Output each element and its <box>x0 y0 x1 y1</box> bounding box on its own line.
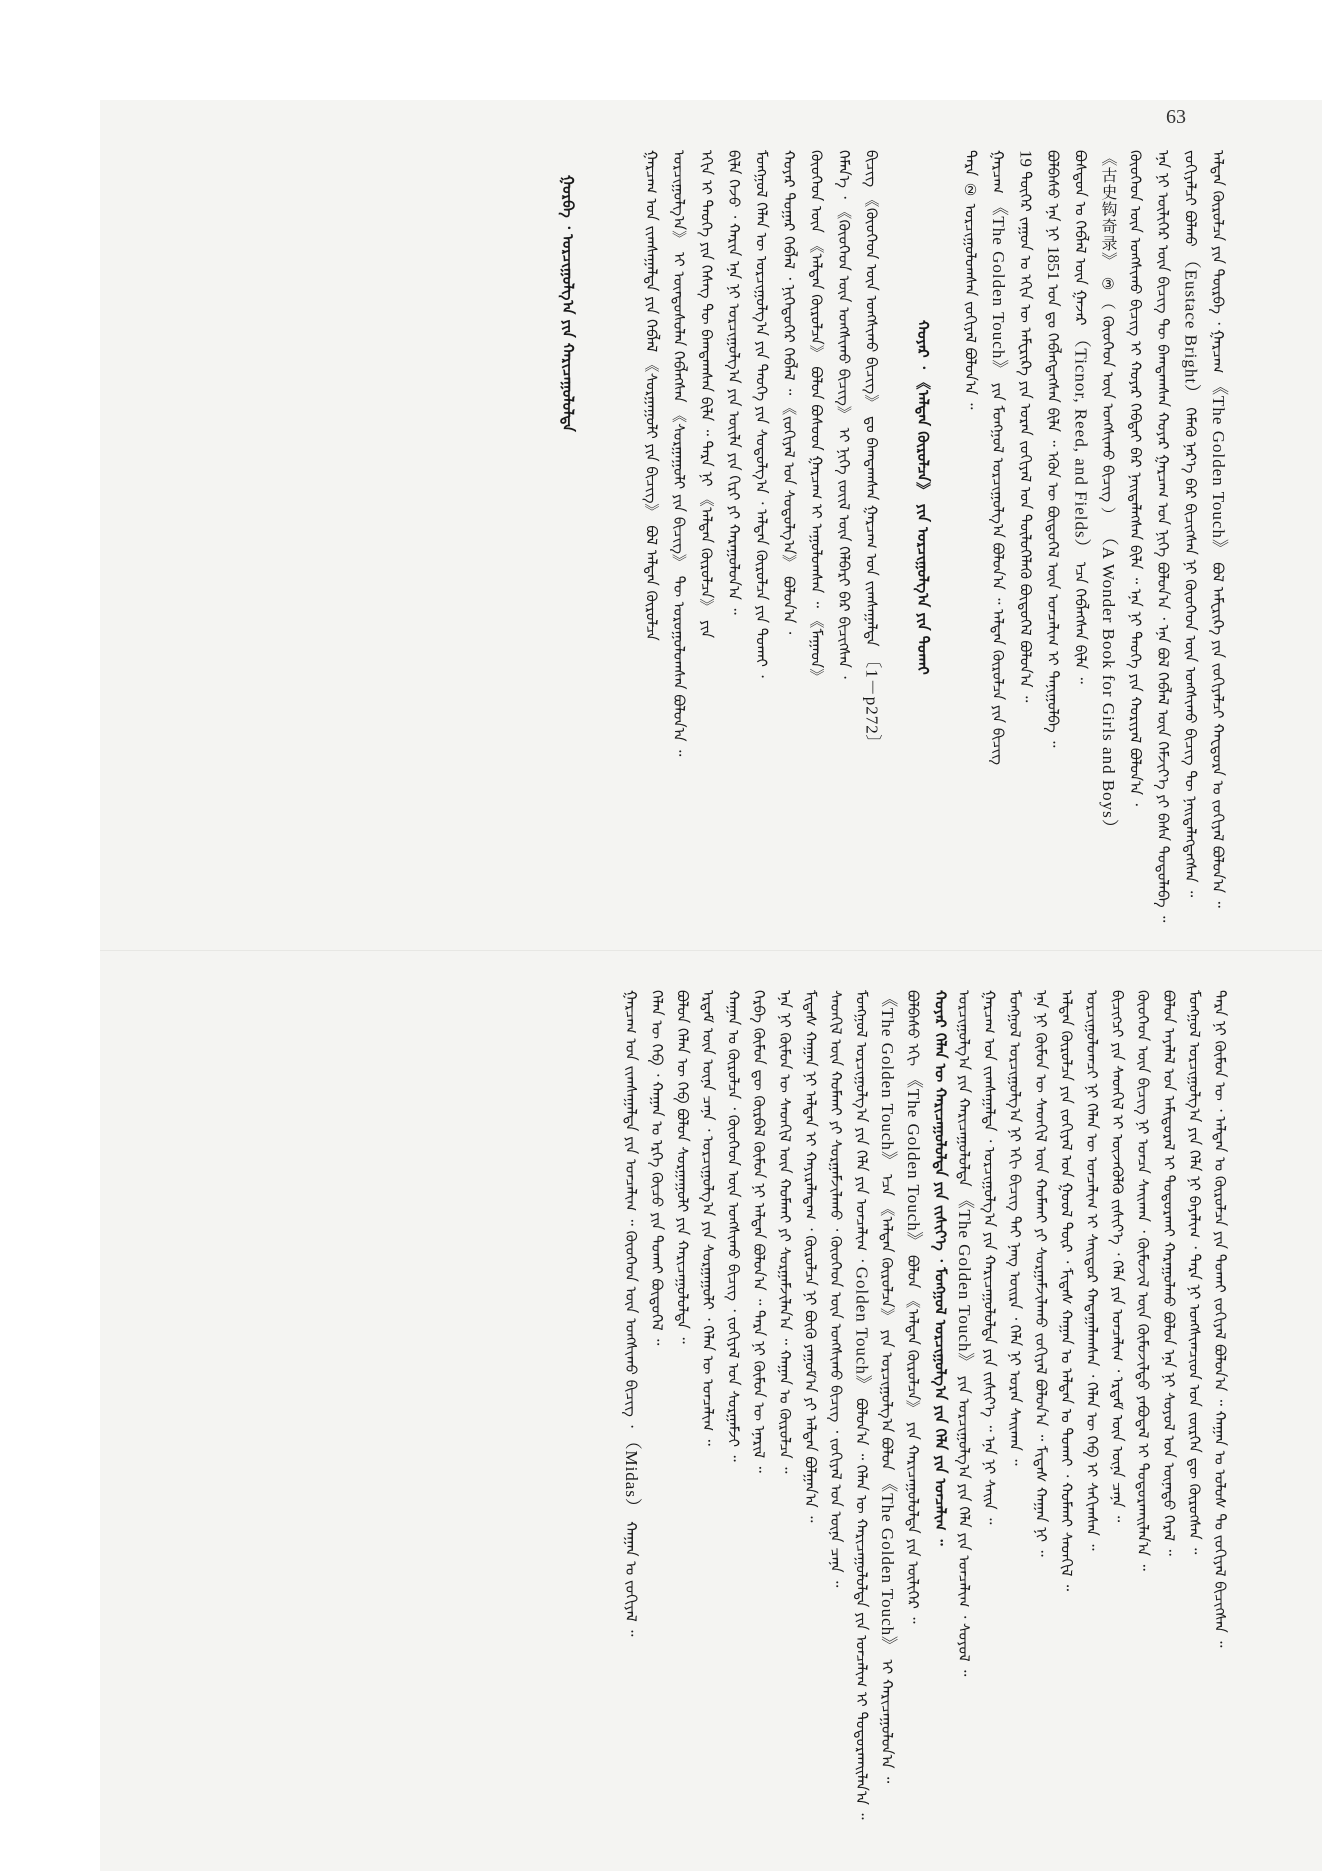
mongolian-text: ᠪᠣᠯᠪᠠᠰᠤ ᠡᠨᠡ ᠨᠢ <box>1044 150 1062 246</box>
mongolian-text: ᠪᠢᠯᠡ ᠭᠡᠵᠦ ᠂ ᠬᠠᠷᠢᠨ ᠡᠨᠡ ᠨᠢ ᠣᠷᠴᠢᠭᠤᠯᠭ᠎ᠠ ᠶᠢᠨ ᠦᠢᠯᠡ ᠶᠢᠨ ᠬᠢᠷᠢ ᠶᠢ ᠬᠠᠷᠠᠭᠤᠯᠤᠨ᠎ᠠ ᠃ <box>725 150 743 615</box>
mongolian-text: ᠬᠡᠮᠡᠨ᠎ᠡ ᠂ 《ᠬᠦᠦᠬᠡᠳ ᠦᠨ ᠤᠩᠰᠢᠬᠤ ᠪᠢᠴᠢᠭ》 ᠢ ᠨᠢᠭᠡ ᠵᠦᠢᠯ ᠦᠨ ᠬᠡᠯᠪᠡᠷᠢ ᠪᠠᠷ ᠪᠢᠴᠢᠭᠰᠡᠨ ᠂ <box>835 150 853 679</box>
text-column-u7 <box>1045 150 1062 910</box>
mongolian-text: 《ᠬᠦᠦᠬᠡᠳ ᠦᠨ ᠤᠩᠰᠢᠬᠤ ᠪᠢᠴᠢᠭ》 <box>862 191 881 416</box>
latin-text: 《The Golden Touch》 <box>989 198 1008 383</box>
mongolian-text: ᠪᠢᠴᠢᠭ <box>862 150 881 192</box>
text-column-l2 <box>1185 990 1204 1820</box>
latin-text: （Eustace Bright） <box>1181 251 1201 408</box>
mongolian-text: ᠵᠣᠬᠢᠶᠠᠯᠴᠢ ᠪᠣᠯᠬᠤ <box>1181 150 1200 252</box>
text-column-u13 <box>809 150 824 910</box>
text-column-u6 <box>1073 150 1090 910</box>
mongolian-text: ᠬᠣᠶᠠᠷ ᠂ 《ᠠᠯᠲᠠᠨ ᠬᠦᠷᠦᠯᠴᠡ》 ᠶᠢᠨ ᠣᠷᠴᠢᠭᠤᠯᠭ᠎ᠠ ᠶᠢᠨ ᠲᠤᠬᠠᠢ <box>914 320 932 675</box>
text-column-l18 <box>777 990 792 1820</box>
mongolian-text: ᠪᠣᠰᠲᠣᠨ ᠤ ᠬᠡᠪᠯᠡᠯ ᠦᠨ ᠭᠠᠵᠠᠷ <box>1071 150 1090 331</box>
text-column-u16 <box>726 150 741 910</box>
mongolian-text: ᠳᠦᠭᠡᠷ ᠵᠠᠭᠤᠨ ᠤ ᠡᠬᠢᠨ ᠦ ᠠᠮᠧᠷᠢᠺᠠ ᠶᠢᠨ ᠤᠷᠠᠨ ᠵᠣᠬᠢᠶᠠᠯ ᠤᠨ ᠲᠦᠯᠦᠭᠡᠯᠡᠬᠦ ᠪᠦᠲᠦᠭᠡᠯ ᠪᠣᠯᠤᠨ᠎ᠠ ᠃ <box>1016 171 1035 703</box>
mongolian-text: ᠳᠤ ᠪᠠᠭᠳᠠᠭᠰᠠᠨ ᠭᠠᠷᠴᠠᠭ ᠤᠨ ᠵᠢᠭᠰᠠᠭᠠᠯᠲᠠ <box>862 415 881 652</box>
mongolian-text: ᠡᠷᠳᠡᠮ ᠦᠨ ᠦᠨᠡ ᠴᠡᠨᠡ ᠂ ᠣᠷᠴᠢᠭᠤᠯᠭ᠎ᠠ ᠶᠢᠨ ᠰᠤᠷᠭᠠᠭᠤᠯᠢ ᠂ ᠬᠡᠯᠡᠨ ᠦ ᠣᠨᠴᠠᠯᠢᠭ ᠃ <box>699 990 717 1446</box>
text-column-u15 <box>754 150 769 910</box>
text-column-l3 <box>1161 990 1176 1820</box>
mongolian-text: ᠠᠯᠲᠠᠨ ᠬᠦᠷᠦᠯᠴᠡ ᠶᠢᠨ ᠵᠣᠬᠢᠶᠠᠯ ᠤᠨ ᠭᠣᠣᠯ ᠳᠦᠷ ᠂ ᠮᠢᠳᠠᠰ ᠬᠠᠭᠠᠨ ᠤ ᠠᠯᠲᠠᠨ ᠤ ᠲᠤᠬᠠᠢ ᠂ ᠬᠣᠮᠬᠠᠢ ᠰᠡᠳᠬᠢᠯ ᠃ <box>1057 990 1076 1591</box>
mongolian-text: ᠡᠬᠢᠨ ᠢ ᠲᠡᠦᠬᠡ ᠶᠢᠨ ᠬᠡᠰᠡᠭ ᠲᠦ ᠪᠠᠭᠳᠠᠭᠰᠠᠨ ᠪᠢᠯᠡ ᠃ ᠲᠡᠷᠡ ᠨᠢ 《ᠠᠯᠲᠠᠨ ᠬᠦᠷᠦᠯᠴᠡ》 ᠶᠢᠨ <box>697 150 716 639</box>
page-number: 63 <box>1166 106 1186 128</box>
mongolian-text: ᠪᠣᠯᠤᠨ᠎ᠠ ᠃ ᠬᠡᠯᠡᠨ ᠦ ᠬᠠᠷᠢᠴᠠᠭᠤᠯᠤᠯᠲᠠ ᠶᠢᠨ ᠣᠨᠴᠠᠯᠢᠭ ᠢ ᠲᠣᠳᠣᠷᠬᠠᠢᠯᠠᠨ᠎ᠠ ᠃ <box>852 1398 871 1820</box>
mongolian-text: ᠶᠢᠨ ᠮᠣᠩᠭᠣᠯ ᠣᠷᠴᠢᠭᠤᠯᠭ᠎ᠠ ᠪᠣᠯᠤᠨ᠎ᠠ ᠃ ᠠᠯᠲᠠᠨ ᠬᠦᠷᠦᠯᠴᠡ ᠶᠢᠨ ᠪᠢᠴᠢᠭ <box>989 382 1007 765</box>
half-divider <box>100 950 1322 951</box>
mongolian-text: ᠬᠣᠶᠠᠷ ᠳᠤᠭᠠᠷ ᠬᠡᠪᠯᠡᠯ ᠂ ᠨᠢᠭᠡᠳᠦᠭᠡᠷ ᠬᠡᠪᠯᠡᠯ ᠃ 《ᠵᠣᠬᠢᠶᠠᠯ ᠤᠨ ᠰᠤᠳᠤᠯᠭ᠎ᠠ》 ᠪᠣᠯᠤᠨ᠎ᠠ ᠂ <box>780 150 798 635</box>
mongolian-text: ᠣᠷᠴᠢᠭᠤᠯᠤᠭᠴᠢ ᠨᠢ ᠬᠡᠯᠡᠨ ᠦ ᠣᠨᠴᠠᠯᠢᠭ ᠢ ᠰᠠᠢᠲᠤᠷ ᠬᠠᠳᠠᠭᠠᠯᠠᠭᠰᠠᠨ ᠂ ᠬᠡᠯᠡᠨ ᠦ ᠬᠡᠪ ᠢ ᠰᠠᠬᠢᠭᠰᠠᠨ ᠃ <box>1083 990 1101 1551</box>
mongolian-text: ᠪᠣᠯᠤᠨ ᠬᠡᠯᠡᠨ ᠦ ᠬᠡᠪ ᠪᠣᠯᠤᠨ ᠰᠤᠷᠭᠠᠭᠤᠯᠢ ᠶᠢᠨ ᠬᠠᠷᠢᠴᠠᠭᠤᠯᠤᠯᠲᠠ ᠃ <box>673 990 692 1344</box>
mongolian-text: ᠮᠣᠩᠭᠣᠯ ᠣᠷᠴᠢᠭᠤᠯᠭ᠎ᠠ ᠶᠢᠨ ᠬᠡᠯᠡ ᠶᠢᠨ ᠣᠨᠴᠠᠯᠢᠭ ᠂ <box>852 990 871 1267</box>
latin-text: 《The Golden Touch》 <box>878 990 898 1175</box>
mongolian-text: ᠬᠡᠮᠡᠬᠦ ᠨᠡᠷ᠎ᠡ ᠪᠡᠷ ᠪᠢᠴᠢᠭᠰᠡᠨ ᠨᠢ ᠬᠦᠦᠬᠡᠳ ᠦᠨ ᠤᠩᠰᠢᠬᠤ ᠪᠢᠴᠢᠭ ᠲᠦ ᠨᠡᠢᠲᠡᠯᠡᠭᠳᠡᠭᠰᠡᠨ ᠃ <box>1181 407 1200 898</box>
mongolian-text: ᠬᠦᠦᠬᠡᠳ ᠦᠨ ᠤᠩᠰᠢᠬᠤ ᠪᠢᠴᠢᠭ ᠢ ᠬᠣᠶᠠᠷ ᠬᠡᠪᠲᠡᠢ ᠪᠠᠷ ᠨᠡᠢᠲᠡᠯᠡᠭᠰᠡᠨ ᠪᠢᠯᠡ ᠃ ᠡᠨᠡ ᠨᠢ ᠲᠡᠦᠬᠡ ᠶᠢᠨ ᠬᠣᠷᠢᠶᠠᠯ ᠪᠣᠯᠤᠨ᠎ᠠ ᠂ <box>1126 150 1145 806</box>
text-column-l5 <box>1110 990 1125 1820</box>
mongolian-text: ᠮᠣᠩᠭᠣᠯ ᠣᠷᠴᠢᠭᠤᠯᠭ᠎ᠠ ᠶᠢᠨ ᠬᠡᠯᠡ ᠨᠢ ᠪᠠᠶᠠᠯᠢᠭ ᠂ ᠲᠡᠷᠡ ᠨᠢ ᠤᠩᠰᠢᠭᠴᠢᠳ ᠤᠨ ᠵᠦᠷᠬᠡᠨ ᠳᠦ ᠬᠦᠷᠦᠭᠰᠡᠨ ᠃ <box>1185 990 1204 1555</box>
latin-text: Golden Touch》 <box>852 1266 872 1399</box>
mongolian-text: ） <box>1099 506 1117 529</box>
text-column-l19 <box>750 990 769 1820</box>
latin-text: 〔1－p272〕 <box>862 651 882 753</box>
heading-column-l12 <box>930 990 949 1820</box>
latin-text: 1851 <box>1044 245 1063 285</box>
text-column-u9 <box>990 150 1007 910</box>
text-column-l13 <box>905 990 922 1820</box>
mongolian-text: ᠮᠢᠳᠠᠰ ᠬᠠᠭᠠᠨ ᠨᠢ ᠠᠯᠲᠠᠨ ᠢ ᠬᠠᠶᠢᠷᠠᠯᠠᠳᠠᠭ ᠂ ᠬᠦᠷᠦᠯᠴᠡ ᠨᠢ ᠪᠦᠬᠦ ᠶᠠᠭᠤᠮ᠎ᠠ ᠶᠢ ᠠᠯᠲᠠᠨ ᠪᠣᠯᠭᠠᠨ᠎ᠠ ᠃ <box>801 990 820 1523</box>
mongolian-text: ᠬᠠᠭᠠᠨ ᠤ ᠬᠦᠷᠦᠯᠴᠡ ᠂ ᠬᠦᠦᠬᠡᠳ ᠦᠨ ᠤᠩᠰᠢᠬᠤ ᠪᠢᠴᠢᠭ ᠂ ᠵᠣᠬᠢᠶᠠᠯ ᠤᠨ ᠰᠤᠷᠭᠠᠮᠵᠢ ᠃ <box>724 990 743 1462</box>
mongolian-text: ᠮᠣᠩᠭᠣᠯ ᠣᠷᠴᠢᠭᠤᠯᠭ᠎ᠠ ᠨᠢ ᠡᠬᠢ ᠪᠢᠴᠢᠭ ᠲᠡᠢ ᠨᠡᠩ ᠣᠢᠷᠠ ᠂ ᠬᠡᠯᠡ ᠨᠢ ᠤᠷᠠᠨ ᠰᠠᠢᠬᠠᠨ ᠃ <box>1006 990 1025 1466</box>
text-column-l15 <box>854 990 871 1820</box>
text-column-l23 <box>649 990 664 1820</box>
mongolian-text: ᠭᠠᠷᠴᠠᠭ ᠤᠨ ᠵᠢᠭᠰᠠᠭᠠᠯᠲᠠ ᠂ ᠣᠷᠴᠢᠭᠤᠯᠭ᠎ᠠ ᠶᠢᠨ ᠬᠠᠷᠢᠴᠠᠭᠤᠯᠤᠯᠲᠠ ᠶᠢᠨ ᠵᠢᠱᠢᠶ᠎ᠡ ᠃ ᠡᠨᠡ ᠨᠢ ᠰᠠᠢᠨ ᠃ <box>980 990 999 1525</box>
text-column-u2 <box>1183 150 1200 910</box>
text-column-l4 <box>1134 990 1153 1820</box>
text-column-l6 <box>1084 990 1099 1820</box>
mongolian-text: ᠡᠴᠡ ᠬᠡᠪᠯᠡᠭᠰᠡᠨ ᠪᠢᠯᠡ ᠃ <box>1071 561 1090 684</box>
latin-text: （Ticnor, Reed, and Fields） <box>1071 330 1091 562</box>
text-column-u12 <box>836 150 851 910</box>
chinese-title: 《古史钩奇录》 <box>1099 150 1118 276</box>
text-column-u17 <box>699 150 714 910</box>
latin-text: （A Wonder Book for Girls and Boys） <box>1099 528 1118 837</box>
mongolian-text: ᠮᠣᠩᠭᠣᠯ ᠬᠡᠯᠡᠨ ᠦ ᠣᠷᠴᠢᠭᠤᠯᠭ᠎ᠠ ᠶᠢᠨ ᠲᠡᠦᠬᠡ ᠶᠢᠨ ᠰᠤᠳᠤᠯᠭ᠎ᠠ ᠂ ᠠᠯᠲᠠᠨ ᠬᠦᠷᠦᠯᠴᠡ ᠶᠢᠨ ᠲᠤᠬᠠᠢ ᠂ <box>752 150 771 678</box>
text-column-u4 <box>1128 150 1143 910</box>
mongolian-text: ᠬᠦᠦᠬᠡᠳ ᠦᠨ ᠤᠩᠰᠢᠬᠤ ᠪᠢᠴᠢᠭ <box>1099 315 1117 507</box>
mongolian-text: ᠣᠷᠴᠢᠭᠤᠯᠭ᠎ᠠ ᠶᠢᠨ ᠬᠠᠷᠢᠴᠠᠭᠤᠯᠤᠯᠲᠠ <box>955 990 973 1192</box>
mongolian-text: ③（ <box>1099 275 1117 316</box>
mongolian-text: ᠭᠠᠷᠴᠠᠭ <box>989 150 1007 199</box>
text-column-l7 <box>1057 990 1076 1820</box>
mongolian-text: ᠪᠢᠴᠢᠭᠴᠢ ᠶᠢᠨ ᠰᠡᠳᠬᠢᠯ ᠢ ᠦᠵᠡᠭᠦᠯᠬᠦ ᠵᠢᠱᠢᠶ᠎ᠡ ᠂ ᠬᠡᠯᠡ ᠶᠢᠨ ᠣᠨᠴᠠᠯᠢᠭ ᠂ ᠡᠷᠳᠡᠮ ᠦᠨ ᠦᠨᠡ ᠴᠡᠨᠡ ᠃ <box>1108 990 1127 1523</box>
mongolian-text: ᠪᠣᠯᠤᠨ ᠠᠶᠠᠯᠠᠯ ᠤᠨ ᠠᠮᠢᠳᠤᠷᠠᠯ ᠢ ᠲᠣᠳᠣᠷᠬᠠᠢ ᠬᠠᠷᠠᠭᠤᠯᠬᠤ ᠪᠣᠯᠤᠨ ᠡᠨᠡ ᠨᠢ ᠰᠣᠶᠣᠯ ᠤᠨ ᠦᠨᠡᠲᠦ ᠭᠡᠷᠡᠯ ᠃ <box>1159 990 1178 1556</box>
mongolian-text: ᠣᠷᠴᠢᠭᠤᠯᠤᠭᠰᠠᠨ ᠵᠣᠬᠢᠶᠠᠯ ᠪᠣᠯᠤᠨ᠎ᠠ ᠃ <box>961 203 980 410</box>
mongolian-text: ᠪᠣᠯ ᠠᠮᠧᠷᠢᠺᠠ ᠶᠢᠨ ᠵᠣᠬᠢᠶᠠᠯᠴᠢ ᠬᠠᠸᠲᠣᠷᠨ ᠤ ᠵᠣᠬᠢᠶᠠᠯ ᠪᠣᠯᠤᠨ᠎ᠠ ᠃ <box>1209 562 1227 908</box>
text-column-u10 <box>963 150 978 910</box>
mongolian-text: ᠬᠡᠷᠪᠡ ᠬᠦᠮᠦᠨ ᠳᠦ ᠬᠦᠷᠪᠡᠯ ᠬᠦᠮᠦᠨ ᠨᠢ ᠠᠯᠲᠠᠨ ᠪᠣᠯᠤᠨ᠎ᠠ ᠃ ᠲᠡᠷᠡ ᠨᠢ ᠬᠦᠮᠦᠨ ᠦ ᠡᠨᠡᠷᠢᠯ ᠃ <box>750 990 769 1473</box>
heading-column-u-heading2 <box>556 175 581 755</box>
text-column-l22 <box>673 990 692 1820</box>
mongolian-text: ᠣᠨ ᠳᠤ ᠬᠡᠪᠯᠡᠭᠳᠡᠭᠰᠡᠨ ᠪᠢᠯᠡ ᠃ ᠡᠭᠦᠨ ᠦ ᠪᠦᠲᠦᠭᠡᠯ ᠦᠨ ᠣᠨᠴᠠᠯᠢᠭ ᠢ ᠲᠠᠨᠢᠭᠤᠯᠪᠠ ᠃ <box>1044 284 1062 748</box>
mongolian-text: ᠪᠣᠯᠪᠠᠰᠤ ᠡᠬᠢ <box>903 990 922 1071</box>
text-column-l21 <box>700 990 715 1820</box>
text-column-u8 <box>1018 150 1035 910</box>
latin-text: 《The Golden Touch》 <box>1209 378 1228 563</box>
mongolian-text: ᠠᠯᠲᠠᠨ ᠬᠦᠷᠦᠯᠴᠡ ᠶᠢᠨ ᠳᠦᠷᠪᠡ ᠂ ᠭᠠᠷᠴᠠᠭ <box>1209 150 1227 379</box>
text-column-l24 <box>623 990 640 1820</box>
mongolian-text: ᠶᠢᠨ ᠣᠷᠴᠢᠭᠤᠯᠭ᠎ᠠ ᠶᠢᠨ ᠬᠡᠯᠡ ᠶᠢᠨ ᠣᠨᠴᠠᠯᠢᠭ ᠂ ᠰᠣᠶᠣᠯ ᠃ <box>955 1375 973 1677</box>
mongolian-text: ᠲᠡᠷᠡ ② <box>961 150 980 204</box>
text-column-l16 <box>828 990 843 1820</box>
latin-text: 《The Golden Touch》 <box>878 1475 898 1660</box>
mongolian-text: ᠬᠦᠦᠬᠡᠳ ᠦᠨ ᠪᠢᠴᠢᠭ ᠨᠢ ᠣᠨᠴᠠ ᠰᠠᠢᠬᠠᠨ ᠂ ᠬᠦᠮᠦᠵᠢᠯ ᠦᠨ ᠬᠦᠮᠦᠵᠢᠯᠲᠦ ᠶᠠᠪᠤᠳᠠᠯ ᠢ ᠲᠣᠳᠣᠷᠬᠠᠢᠯᠠᠨ᠎ᠠ ᠃ <box>1134 990 1153 1571</box>
text-column-u14 <box>781 150 796 910</box>
latin-text: 《The Golden Touch》 <box>903 1070 923 1256</box>
heading-column-u-heading1 <box>913 320 932 940</box>
text-column-l11 <box>956 990 973 1820</box>
mongolian-text: ᠬᠠᠭᠠᠨ ᠤ ᠵᠣᠬᠢᠶᠠᠯ ᠃ <box>622 1521 641 1637</box>
text-column-l1 <box>1212 990 1227 1820</box>
mongolian-text: ᠡᠨᠡ ᠨᠢ ᠬᠦᠮᠦᠨ ᠦ ᠰᠡᠳᠬᠢᠯ ᠦᠨ ᠬᠣᠮᠬᠠᠢ ᠶᠢ ᠰᠤᠷᠭᠠᠮᠵᠢᠯᠠᠬᠤ ᠵᠣᠬᠢᠶᠠᠯ ᠪᠣᠯᠤᠨ᠎ᠠ ᠃ ᠮᠢᠳᠠᠰ ᠬᠠᠭᠠᠨ ᠨᠢ ᠃ <box>1031 990 1050 1557</box>
mongolian-text: ᠣᠷᠴᠢᠭᠤᠯᠭ᠎ᠠ》 ᠢ ᠦᠨᠳᠦᠰᠦᠯᠡᠨ ᠬᠡᠪᠯᠡᠭᠰᠡᠨ 《ᠰᠤᠷᠭᠠᠭᠤᠯᠢ ᠶᠢᠨ ᠪᠢᠴᠢᠭ》 ᠲᠦ ᠣᠷᠤᠭᠤᠯᠤᠭᠰᠠᠨ ᠪᠣᠯᠤᠨ᠎ᠠ ᠃ <box>670 150 688 757</box>
text-column-l10 <box>982 990 997 1820</box>
mongolian-text: ᠬᠦᠦᠬᠡᠳ ᠦᠨ 《ᠠᠯᠲᠠᠨ ᠬᠦᠷᠦᠯᠴᠡ》 ᠪᠣᠯᠤᠨ ᠪᠤᠰᠤᠳ ᠭᠠᠷᠴᠠᠭ ᠢ ᠠᠭᠤᠯᠤᠭᠰᠠᠨ ᠃ 《ᠮᠠᠭᠠᠳ》 <box>807 150 826 685</box>
latin-text: 《The Golden Touch》 <box>955 1191 974 1376</box>
text-column-l8 <box>1033 990 1048 1820</box>
text-column-u18 <box>671 150 686 910</box>
mongolian-text: ᠭᠠᠷᠴᠠᠭ ᠤᠨ ᠵᠢᠭᠰᠠᠭᠠᠯᠲᠠ ᠶᠢᠨ ᠣᠨᠴᠠᠯᠢᠭ ᠃ ᠬᠦᠦᠬᠡᠳ ᠦᠨ ᠤᠩᠰᠢᠬᠤ ᠪᠢᠴᠢᠭ ᠂ <box>622 990 641 1433</box>
mongolian-text: ᠡᠨᠡ ᠨᠢ ᠦᠯᠢᠭᠡᠷ ᠦᠨ ᠪᠢᠴᠢᠭ ᠲᠦ ᠪᠠᠭᠳᠠᠭᠰᠠᠨ ᠬᠣᠶᠠᠷ ᠭᠠᠷᠴᠠᠭ ᠤᠨ ᠨᠢᠭᠡ ᠪᠣᠯᠤᠨ᠎ᠠ ᠂ ᠡᠨᠡ ᠪᠣᠯ ᠬᠡᠪᠯᠡᠯ ᠦᠨ ᠬᠡᠮᠵᠢᠶ᠎ᠡ ᠶᠢ ᠪᠠᠰᠠ ᠲᠣᠳᠣᠯᠠᠪᠠ ᠃ <box>1154 150 1172 923</box>
mongolian-text: ᠰᠡᠳᠬᠢᠯ ᠦᠨ ᠬᠣᠮᠬᠠᠢ ᠶᠢ ᠰᠤᠷᠭᠠᠮᠵᠢᠯᠠᠬᠤ ᠂ ᠬᠦᠦᠬᠡᠳ ᠦᠨ ᠤᠩᠰᠢᠬᠤ ᠪᠢᠴᠢᠭ ᠂ ᠵᠣᠬᠢᠶᠠᠯ ᠤᠨ ᠦᠨᠡ ᠴᠡᠨᠡ ᠃ <box>827 990 845 1588</box>
mongolian-text: ᠡᠨᠡ ᠨᠢ ᠬᠦᠮᠦᠨ ᠦ ᠰᠡᠳᠬᠢᠯ ᠦᠨ ᠬᠣᠮᠬᠠᠢ ᠶᠢ ᠰᠤᠷᠭᠠᠮᠵᠢᠯᠠᠨ᠎ᠠ ᠃ ᠬᠠᠭᠠᠨ ᠤ ᠬᠦᠷᠦᠯᠴᠡ ᠃ <box>775 990 794 1474</box>
mongolian-text: ᠢ ᠬᠠᠷᠢᠴᠠᠭᠤᠯᠤᠨ᠎ᠠ ᠃ <box>878 1659 897 1784</box>
latin-text: 19 <box>1016 150 1036 172</box>
mongolian-text: ᠡᠴᠡ 《ᠠᠯᠲᠠᠨ ᠬᠦᠷᠦᠯᠴᠡ》 ᠶᠢᠨ ᠣᠷᠴᠢᠭᠤᠯᠭ᠎ᠠ ᠪᠣᠯᠤᠨ <box>878 1174 897 1476</box>
text-column-u5 <box>1100 150 1117 910</box>
mongolian-text: ᠪᠣᠯᠤᠨ 《ᠠᠯᠲᠠᠨ ᠬᠦᠷᠦᠯᠴᠡ》 ᠶᠢᠨ ᠬᠠᠷᠢᠴᠠᠭᠤᠯᠤᠯᠲᠠ ᠶᠢᠨ ᠦᠯᠢᠭᠡᠷ ᠃ <box>903 1255 922 1624</box>
mongolian-text: ᠬᠡᠯᠡᠨ ᠦ ᠬᠡᠪ ᠂ ᠬᠠᠭᠠᠨ ᠤ ᠡᠷᠬᠡ ᠬᠦᠴᠦ ᠶᠢᠨ ᠲᠤᠬᠠᠢ ᠪᠦᠲᠦᠭᠡᠯ ᠃ <box>647 990 666 1346</box>
mongolian-text: ᠲᠡᠷᠡ ᠨᠢ ᠬᠦᠮᠦᠨ ᠦ ᠂ ᠠᠯᠲᠠᠨ ᠤ ᠬᠦᠷᠦᠯᠴᠡ ᠶᠢᠨ ᠲᠤᠬᠠᠢ ᠵᠣᠬᠢᠶᠠᠯ ᠪᠣᠯᠤᠨ᠎ᠠ ᠃ ᠬᠠᠭᠠᠨ ᠤ ᠤᠯᠤᠰ ᠲᠤ ᠵᠣᠬᠢᠶᠠᠯ ᠪᠢᠴᠢᠭᠰᠡᠨ ᠃ <box>1211 990 1229 1648</box>
latin-text: （Midas） <box>622 1432 642 1522</box>
text-column-u3 <box>1154 150 1172 923</box>
text-column-l20 <box>726 990 741 1820</box>
text-column-u19 <box>644 150 659 910</box>
text-column-u1 <box>1210 150 1227 910</box>
text-column-l9 <box>1006 990 1025 1820</box>
mongolian-text: ᠭᠠᠷᠴᠠᠭ ᠤᠨ ᠵᠢᠭᠰᠠᠭᠠᠯᠲᠠ ᠶᠢᠨ ᠬᠡᠪᠯᠡᠯ 《ᠰᠤᠷᠭᠠᠭᠤᠯᠢ ᠶᠢᠨ ᠪᠢᠴᠢᠭ》 ᠪᠣᠯ ᠠᠯᠲᠠᠨ ᠬᠦᠷᠦᠯᠴᠡ <box>642 150 661 641</box>
mongolian-text: ᠭᠤᠷᠪᠠ ᠂ ᠣᠷᠴᠢᠭᠤᠯᠭ᠎ᠠ ᠶᠢᠨ ᠬᠠᠷᠢᠴᠠᠭᠤᠯᠤᠯᠲᠠ <box>559 175 577 432</box>
text-column-l17 <box>801 990 820 1820</box>
text-column-l14 <box>879 990 896 1820</box>
text-column-u11 <box>864 150 881 910</box>
mongolian-text: ᠬᠣᠶᠠᠷ ᠬᠡᠯᠡᠨ ᠦ ᠬᠠᠷᠢᠴᠠᠭᠤᠯᠤᠯᠲᠠ ᠶᠢᠨ ᠵᠢᠱᠢᠶ᠎ᠡ ᠂ ᠮᠣᠩᠭᠣᠯ ᠣᠷᠴᠢᠭᠤᠯᠭ᠎ᠠ ᠶᠢᠨ ᠬᠡᠯᠡ ᠶᠢᠨ ᠣᠨᠴᠠᠯᠢᠭ ᠃ <box>931 990 950 1546</box>
